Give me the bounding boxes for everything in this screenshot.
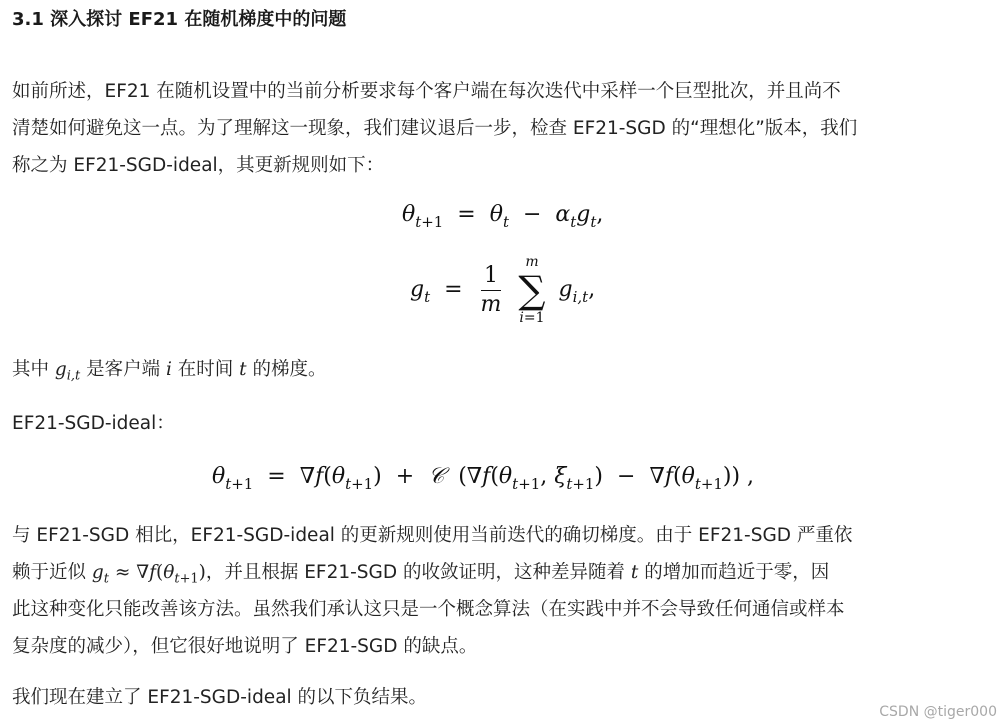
math-i: i <box>165 359 172 380</box>
gradient-definition: 其中 $g_{i,t}$ 是客户端 i 在时间 t 的梯度。 <box>12 359 327 384</box>
fraction-one-over-m: $\frac{1}{m}$ <box>480 262 502 317</box>
section-heading: 3.1 深入探讨 EF21 在随机梯度中的问题 <box>12 9 347 30</box>
intro-paragraph <box>12 73 990 184</box>
intro-line-2: 清楚如何避免这一点。为了理解这一现象，我们建议退后一步，检查 EF21-SGD 的“理想化”版本，我们 <box>12 118 858 139</box>
summation-symbol: m ∑ i=1 <box>518 254 546 326</box>
ideal-label: EF21-SGD-ideal： <box>12 413 175 434</box>
math-t-2: t <box>630 562 639 583</box>
math-t: t <box>239 359 247 380</box>
equation-gradient-average: $g_t$ = $\frac{1}{m}$ m ∑ i=1 $g_{i,t}$, <box>410 254 596 326</box>
equation-update-rule: $\theta_{t+1} = \theta_t - \alpha_tg_t$, <box>402 202 604 231</box>
comparison-line-1: 与 EF21-SGD 相比，EF21-SGD-ideal 的更新规则使用当前迭代的确切梯度。由于 EF21-SGD 严重依 <box>12 525 853 546</box>
intro-line-3: 称之为 EF21-SGD-ideal，其更新规则如下： <box>12 155 385 176</box>
comparison-line-2: 赖于近似 $g_t \approx \nabla f(\theta_{t+1})$，并且根据 EF21-SGD 的收敛证明，这种差异随着 t 的增加而趋近于零，因 <box>12 562 830 587</box>
watermark: CSDN @tiger000 <box>879 704 997 720</box>
comparison-line-3: 此这种变化只能改善该方法。虽然我们承认这只是一个概念算法（在实践中并不会导致任何通信或样本 <box>12 599 845 620</box>
math-approximation: $g_t \approx \nabla f(\theta_{t+1})$ <box>91 562 206 587</box>
intro-line-1: 如前所述，EF21 在随机设置中的当前分析要求每个客户端在每次迭代中采样一个巨型批次，并且尚不 <box>12 81 841 102</box>
equation-ef21-sgd-ideal: $\theta_{t+1} = \nabla f(\theta_{t+1})$ + 𝒞 ($\nabla f(\theta_{t+1}$, $\xi_{t+1}) - \nabla f(\theta_{t+1})$) , <box>212 464 755 493</box>
conclusion-paragraph: 我们现在建立了 EF21-SGD-ideal 的以下负结果。 <box>12 687 428 708</box>
math-g-i-t: $g_{i,t}$ <box>54 359 81 384</box>
comparison-line-4: 复杂度的减少），但它很好地说明了 EF21-SGD 的缺点。 <box>12 636 478 657</box>
comparison-paragraph <box>12 517 990 665</box>
